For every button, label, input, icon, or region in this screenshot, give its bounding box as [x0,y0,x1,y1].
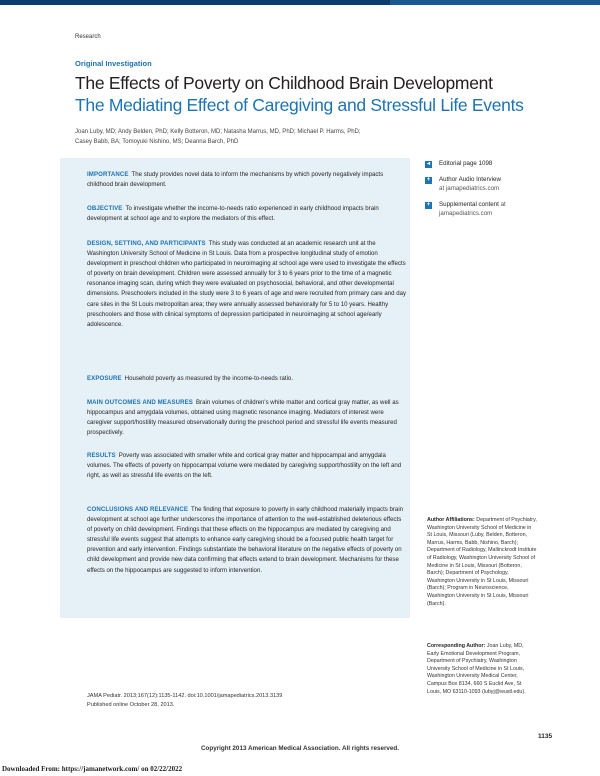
exposure-text: Household poverty as measured by the income-to-needs ratio. [124,375,294,382]
author-line-2: Casey Babb, BA; Tomoyuki Nishino, MS; Deanna Barch, PhD [75,139,239,145]
objective-text: To investigate whether the income-to-needs ratio experienced in early childhood impacts brain development at school age and to explore the mediators of this effect. [87,205,379,223]
outcomes-label: MAIN OUTCOMES AND MEASURES [87,399,193,406]
abstract-objective [87,204,407,224]
audio-sub: at jamapediatrics.com [439,184,500,192]
citation [87,692,387,709]
design-text: This study was conducted at an academic research unit at the Washington University School of Medicine in St Louis. Data from a prospective longitudinal study of emotion development in preschool children who participated in neuroimaging at school age were used to investigate the effects of poverty on brain development. Children were assessed annually for 3 to 6 years prior to the time of a magnetic resonance imaging scan, during which they were evaluated on psychosocial, behavioral, and other developmental dimensions. Preschoolers included in the study were 3 to 6 years of age and were recruited from primary care and day care sites in the St Louis metropolitan area; they were annually assessed behaviorally for 5 to 10 years. Healthy preschoolers and those with clinical symptoms of depression participated in neuroimaging at school age/early adolescence. [87,240,407,328]
affiliations-label: Author Affiliations: [427,517,475,523]
citation-line-1: JAMA Pediatr. 2013;167(12):1135-1142. doi:10.1001/jamapediatrics.2013.3139 [87,693,283,699]
abstract-conclusions [87,505,407,576]
exposure-label: EXPOSURE [87,375,122,382]
article-type: Original Investigation [75,59,152,68]
citation-line-2: Published online October 28, 2013. [87,701,175,708]
abstract-exposure [87,374,407,384]
importance-label: IMPORTANCE [87,171,129,178]
editorial-text: Editorial page 1098 [439,160,493,167]
design-label: DESIGN, SETTING, AND PARTICIPANTS [87,240,206,247]
importance-text: The study provides novel data to inform the mechanisms by which poverty negatively impacts childhood brain development. [87,171,384,189]
author-affiliations [427,517,537,608]
abstract-outcomes [87,398,407,438]
corresponding-text: Joan Luby, MD, Early Emotional Development Program, Department of Psychiatry, Washington University School of Medicine in St Louis, Washington University Medical Center, Campus Box 8134, 660 S Euclid Ave, St Louis, MO 63110-1093 (lubyj@wustl.edu). [427,643,526,695]
section-label: Research [75,34,101,40]
results-label: RESULTS [87,452,116,459]
download-stamp: Downloaded From: https://jamanetwork.com/ on 02/22/2022 [2,765,183,773]
top-banner-accent [390,0,600,5]
article-title: The Effects of Poverty on Childhood Brain Development [75,73,493,93]
abstract-design [87,239,407,330]
page-number: 1135 [538,733,553,740]
corresponding-label: Corresponding Author: [427,643,486,649]
arrow-left-icon: ◂ [426,161,430,167]
top-banner [0,0,600,5]
outcomes-text: Brain volumes of children's white matter and cortical gray matter, as well as hippocampus and amygdala volumes, obtained using magnetic resonance imaging. Mediators of interest were caregiver support/hostility measured observationally during the preschool period and stressful life events measured prospectively. [87,399,399,437]
results-text: Poverty was associated with smaller white and cortical gray matter and hippocampal and amygdala volumes. The effects of poverty on hippocampal volume were mediated by caregiving support/hostility on the left and right, as well as stressful life events on the left. [87,452,402,480]
objective-label: OBJECTIVE [87,205,123,212]
supplement-url: jamapediatrics.com [439,209,493,217]
plus-icon: + [426,177,431,183]
author-list [75,127,405,147]
abstract-importance [87,170,407,190]
conclusions-label: CONCLUSIONS AND RELEVANCE [87,506,189,513]
article-subtitle: The Mediating Effect of Caregiving and Stressful Life Events [75,95,524,115]
conclusions-text: The finding that exposure to poverty in early childhood materially impacts brain development at school age further underscores the importance of attention to the well-established deleterious effects of poverty on child development. Findings that these effects on the hippocampus are mediated by caregiving and stressful life events suggest that attempts to enhance early caregiving should be a focused public health target for prevention and early intervention. Findings substantiate the behavioral literature on the negative effects of poverty on child development and provide new data confirming that effects extend to brain development. Mechanisms for these effects on the hippocampus are suggested to inform intervention. [87,506,404,574]
supplement-label: Supplemental content [439,201,499,208]
author-line-1: Joan Luby, MD; Andy Belden, PhD; Kelly Botteron, MD; Natasha Marrus, MD, PhD; Michael P. Harms, PhD; [75,129,361,135]
supplement-sub: at [500,201,506,208]
audio-label: Author Audio Interview [439,176,501,183]
affiliations-text: Department of Psychiatry, Washington University School of Medicine in St Louis, Missouri (Luby, Belden, Botteron, Marrus, Harms, Babb, Nishino, Barch); Department of Radiology, Mallinckrodt Institute of Radiology, Washington University School of Medicine in St Louis, Missouri (Botteron, Barch); Department of Psychology, Washington University in St Louis, Missouri (Barch); Program in Neuroscience, Washington University in St Louis, Missouri (Barch). [427,517,537,607]
corresponding-author [427,643,537,696]
abstract-results [87,451,407,481]
plus-icon: + [426,202,431,208]
copyright-notice: Copyright 2013 American Medical Association. All rights reserved. [200,745,400,752]
